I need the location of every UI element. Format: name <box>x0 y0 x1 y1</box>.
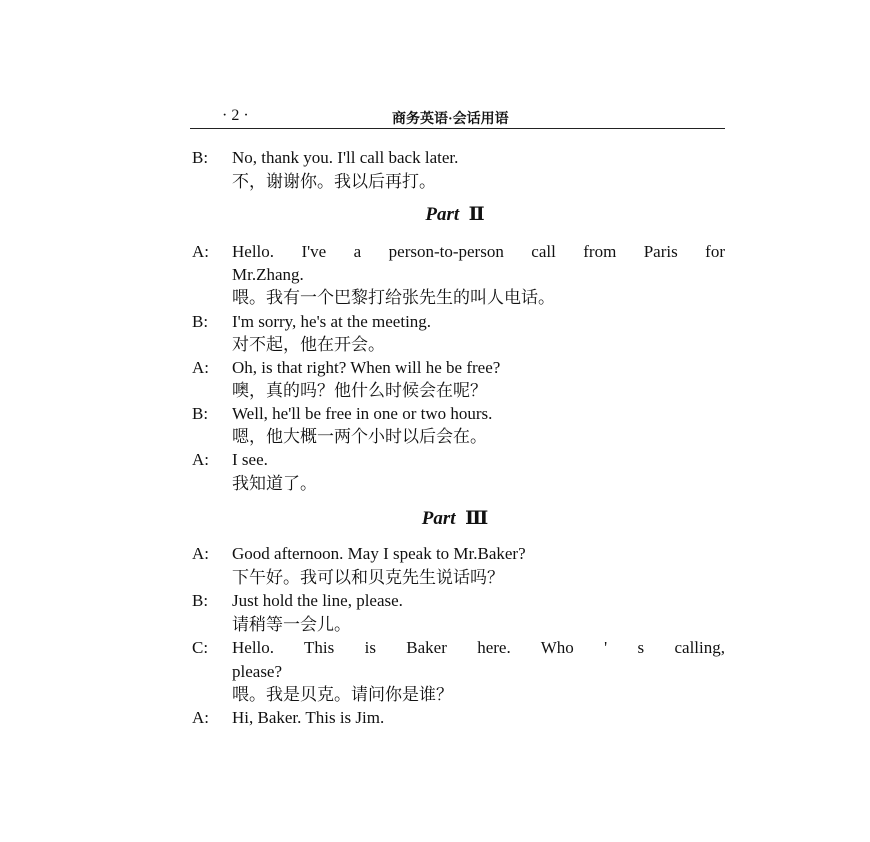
english-line: Hello. This is Baker here. Who ' s calling, <box>232 638 725 657</box>
running-title: 商务英语·会话用语 <box>392 112 509 127</box>
part-numeral: Ⅲ <box>465 508 489 529</box>
english-line: Hi, Baker. This is Jim. <box>232 708 385 727</box>
speaker: B: <box>192 312 209 331</box>
chinese-line: 喂。我是贝克。请问你是谁？ <box>232 685 453 704</box>
speaker: B: <box>192 148 209 167</box>
chinese-line: 喂。我有一个巴黎打给张先生的叫人电话。 <box>232 288 555 307</box>
speaker: A: <box>192 450 209 469</box>
speaker: A: <box>192 544 209 563</box>
part-label: Part <box>421 508 456 529</box>
english-line: Hello. I've a person-to-person call from Paris for <box>232 242 725 261</box>
part-label: Part <box>425 204 460 225</box>
speaker: B: <box>192 591 209 610</box>
english-line: Oh, is that right? When will he be free? <box>232 358 501 377</box>
chinese-line: 请稍等一会儿。 <box>232 615 351 634</box>
speaker: A: <box>192 358 209 377</box>
english-line: No, thank you. I'll call back later. <box>232 148 459 167</box>
chinese-line: 对不起，他在开会。 <box>232 335 385 354</box>
speaker: B: <box>192 404 209 423</box>
english-line: Just hold the line, please. <box>232 591 403 610</box>
chinese-line: 下午好。我可以和贝克先生说话吗？ <box>232 568 504 587</box>
header-rule <box>190 128 725 129</box>
english-line: please? <box>232 662 283 681</box>
english-line: I'm sorry, he's at the meeting. <box>232 312 432 331</box>
chinese-line: 我知道了。 <box>232 474 317 493</box>
section-heading <box>0 205 870 225</box>
english-line: I see. <box>232 450 268 469</box>
chinese-line: 嗯，他大概一两个小时以后会在。 <box>232 427 487 446</box>
english-line: Mr.Zhang. <box>232 265 304 284</box>
part-numeral: Ⅱ <box>468 204 485 225</box>
chinese-line: 噢，真的吗？他什么时候会在呢？ <box>232 381 487 400</box>
section-heading <box>0 509 870 529</box>
english-line: Good afternoon. May I speak to Mr.Baker? <box>232 544 526 563</box>
speaker: A: <box>192 242 209 261</box>
page-number: · 2 · <box>222 107 249 124</box>
speaker: C: <box>192 638 209 657</box>
chinese-line: 不，谢谢你。我以后再打。 <box>232 172 436 191</box>
speaker: A: <box>192 708 209 727</box>
english-line: Well, he'll be free in one or two hours. <box>232 404 493 423</box>
